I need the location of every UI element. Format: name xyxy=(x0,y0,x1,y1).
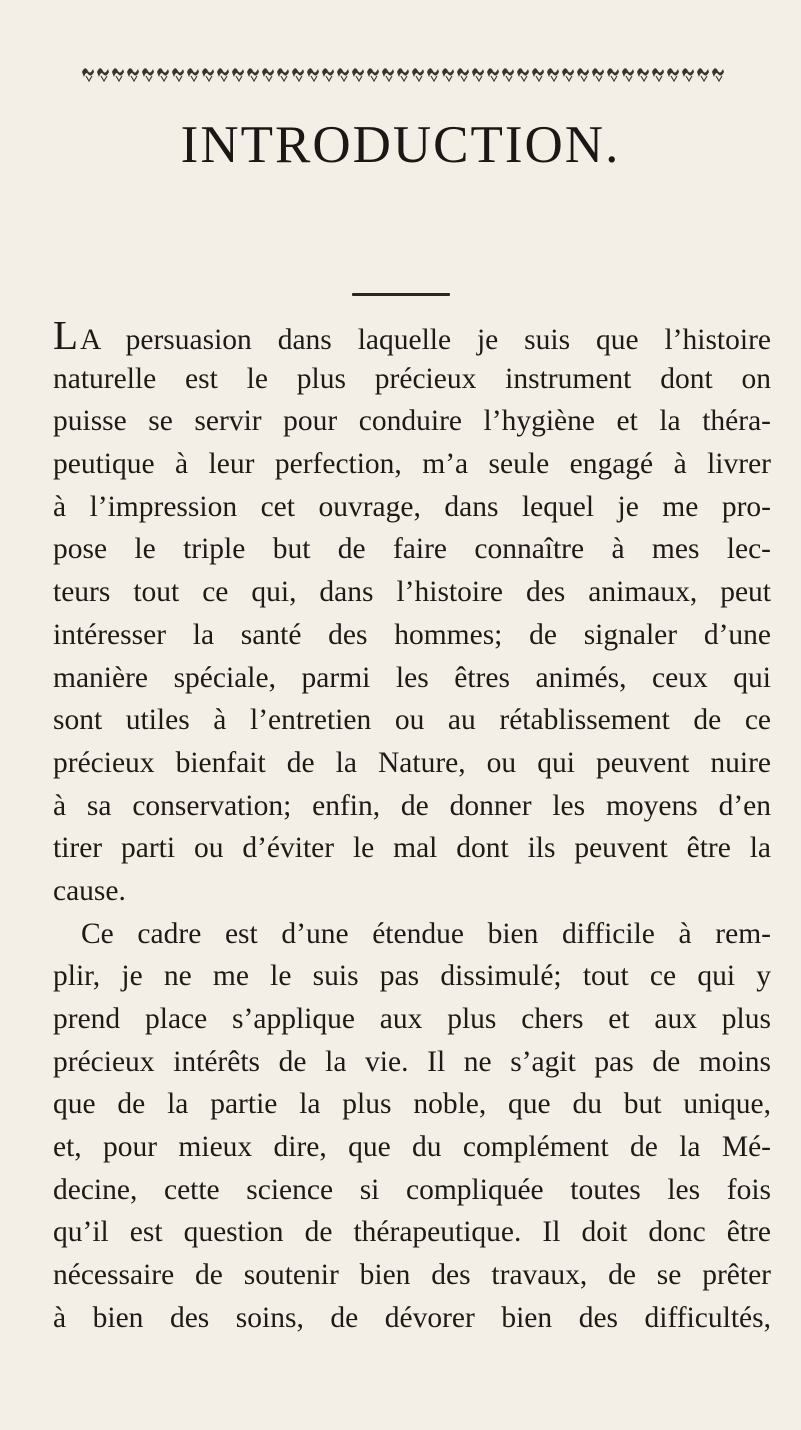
ornament-glyph xyxy=(277,68,289,77)
ornament-glyph xyxy=(112,68,124,77)
ornament-glyph xyxy=(457,68,469,77)
text-line: que de la partie la plus noble, que du but unique, xyxy=(53,1088,771,1121)
ornament-glyph xyxy=(656,76,662,81)
text-line: prend place s’applique aux plus chers et aux plus xyxy=(53,1003,771,1035)
ornament-glyph xyxy=(116,76,122,81)
ornament-glyph xyxy=(596,76,602,81)
ornament-glyph xyxy=(292,68,304,77)
ornament-glyph xyxy=(716,76,722,81)
text-line: tirer parti ou d’éviter le mal dont ils peuvent être la xyxy=(53,832,771,865)
text-line: manière spéciale, parmi les êtres animés, ceux qui xyxy=(53,661,771,694)
ornament-glyph xyxy=(671,76,677,81)
ornament-glyph xyxy=(161,76,167,81)
ornament-glyph xyxy=(221,76,227,81)
text-line: pose le triple but de faire connaître à mes lec- xyxy=(53,533,771,566)
ornament-glyph xyxy=(611,76,617,81)
ornament-glyph xyxy=(697,68,709,77)
ornament-glyph xyxy=(641,76,647,81)
ornament-glyph xyxy=(536,76,542,81)
ornament-glyph xyxy=(652,68,664,77)
text-line: à bien des soins, de dévorer bien des difficultés, xyxy=(53,1301,771,1334)
text-line: teurs tout ce qui, dans l’histoire des animaux, peut xyxy=(53,576,771,609)
ornament-glyph xyxy=(146,76,152,81)
ornament-glyph xyxy=(157,68,169,77)
ornament-glyph xyxy=(562,68,574,77)
ornament-glyph xyxy=(712,68,724,77)
ornament-glyph xyxy=(367,68,379,77)
text-line: précieux intérêts de la vie. Il ne s’agit pas de moins xyxy=(53,1045,771,1078)
text-line: à l’impression cet ouvrage, dans lequel je me pro- xyxy=(53,490,771,523)
ornament-glyph xyxy=(142,68,154,77)
ornament-glyph xyxy=(352,68,364,77)
first-line-text: A persuasion dans laquelle je suis que l’histoire xyxy=(80,324,771,356)
ornament-glyph xyxy=(547,68,559,77)
text-line: qu’il est question de thérapeutique. Il doit donc être xyxy=(53,1216,771,1249)
drop-cap: L xyxy=(53,312,81,358)
ornament-glyph xyxy=(217,68,229,77)
text-line: plir, je ne me le suis pas dissimulé; tout ce qui y xyxy=(53,960,771,993)
text-line: nécessaire de soutenir bien des travaux, de se prêter xyxy=(53,1259,771,1292)
ornament-glyph xyxy=(607,68,619,77)
ornament-glyph xyxy=(626,76,632,81)
ornament-glyph xyxy=(86,76,92,81)
text-line: à sa conservation; enfin, de donner les moyens d’en xyxy=(53,789,771,822)
ornament-glyph xyxy=(247,68,259,77)
ornament-glyph xyxy=(592,68,604,77)
ornament-glyph xyxy=(127,68,139,77)
ornament-glyph xyxy=(236,76,242,81)
ornament-glyph xyxy=(401,76,407,81)
ornament-glyph xyxy=(551,76,557,81)
ornament-glyph xyxy=(446,76,452,81)
ornament-glyph xyxy=(206,76,212,81)
page-title: INTRODUCTION. xyxy=(180,116,621,174)
ornament-glyph xyxy=(487,68,499,77)
ornament-glyph xyxy=(266,76,272,81)
ornament-glyph xyxy=(622,68,634,77)
ornament-glyph xyxy=(191,76,197,81)
ornament-glyph xyxy=(581,76,587,81)
ornament-glyph xyxy=(281,76,287,81)
ornament-glyph xyxy=(296,76,302,81)
ornament-glyph xyxy=(382,68,394,77)
ornament-glyph xyxy=(326,76,332,81)
ornament-glyph xyxy=(101,76,107,81)
ornament-glyph xyxy=(202,68,214,77)
ornament-glyph xyxy=(517,68,529,77)
ornament-glyph xyxy=(412,68,424,77)
ornament-glyph xyxy=(322,68,334,77)
ornament-glyph xyxy=(491,76,497,81)
ornament-glyph xyxy=(251,76,257,81)
ornament-glyph xyxy=(686,76,692,81)
ornament-glyph xyxy=(176,76,182,81)
ornament-glyph xyxy=(172,68,184,77)
text-line: naturelle est le plus précieux instrument dont on xyxy=(53,362,771,395)
ornament-glyph xyxy=(311,76,317,81)
ornament-glyph xyxy=(386,76,392,81)
ornament-glyph xyxy=(476,76,482,81)
ornament-glyph xyxy=(566,76,572,81)
ornament-glyph xyxy=(577,68,589,77)
ornament-glyph xyxy=(416,76,422,81)
ornament-glyph xyxy=(472,68,484,77)
text-line: intéresser la santé des hommes; de signaler d’une xyxy=(53,618,771,651)
ornament-glyph xyxy=(701,76,707,81)
ornament-glyph xyxy=(637,68,649,77)
ornament-glyph xyxy=(521,76,527,81)
ornament-glyph xyxy=(532,68,544,77)
ornament-border-icon xyxy=(80,58,725,90)
text-line: cause. xyxy=(53,874,126,907)
ornament-glyph xyxy=(307,68,319,77)
ornament-glyph xyxy=(427,68,439,77)
ornament-glyph xyxy=(442,68,454,77)
text-line: et, pour mieux dire, que du complément de la Mé- xyxy=(53,1131,771,1164)
ornament-glyph xyxy=(82,68,94,77)
ornament-glyph xyxy=(356,76,362,81)
text-line: puisse se servir pour conduire l’hygiène et la théra- xyxy=(53,405,771,438)
ornament-glyph xyxy=(337,68,349,77)
ornament-glyph xyxy=(506,76,512,81)
ornament-glyph xyxy=(667,68,679,77)
ornament-glyph xyxy=(371,76,377,81)
text-line: decine, cette science si compliquée toutes les fois xyxy=(53,1173,771,1206)
ornament-glyph xyxy=(682,68,694,77)
body-text xyxy=(53,312,771,1340)
ornament-glyph xyxy=(232,68,244,77)
text-line: précieux bienfait de la Nature, ou qui peuvent nuire xyxy=(53,746,771,779)
ornament-glyph xyxy=(262,68,274,77)
ornament-glyph xyxy=(397,68,409,77)
text-line-1 xyxy=(53,312,771,358)
ornament-glyph xyxy=(341,76,347,81)
ornament-glyph xyxy=(187,68,199,77)
ornament-glyph xyxy=(131,76,137,81)
ornament-glyph xyxy=(431,76,437,81)
text-line: Ce cadre est d’une étendue bien difficile à rem- xyxy=(81,917,771,950)
text-line: peutique à leur perfection, m’a seule engagé à livrer xyxy=(53,448,771,481)
ornament-glyph xyxy=(97,68,109,77)
text-line: sont utiles à l’entretien ou au rétablissement de ce xyxy=(53,704,771,737)
title-divider xyxy=(352,293,450,296)
ornament-glyph xyxy=(461,76,467,81)
ornament-glyph xyxy=(502,68,514,77)
